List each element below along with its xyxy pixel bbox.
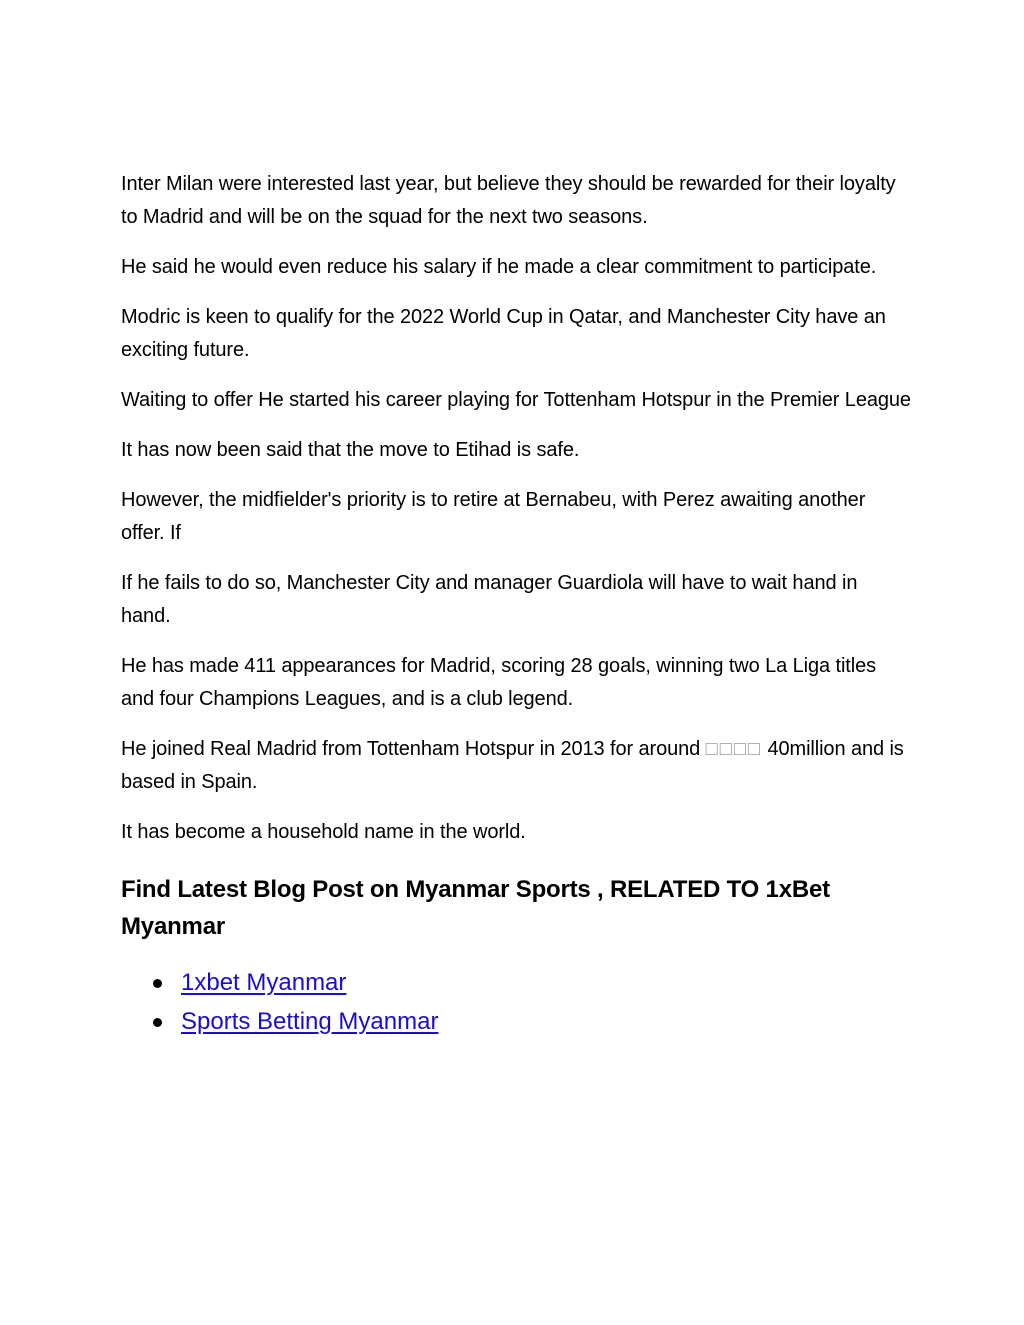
transfer-text-before: He joined Real Madrid from Tottenham Hotspur in 2013 for around: [121, 738, 706, 760]
document-page: [121, 168, 911, 1041]
article-paragraph-7: If he fails to do so, Manchester City and manager Guardiola will have to wait hand in hand.: [121, 572, 858, 627]
missing-glyph-boxes: □□□□: [705, 738, 762, 760]
article-paragraph-4: Waiting to offer He started his career playing for Tottenham Hotspur in the Premier League: [121, 389, 911, 411]
article-paragraph-1: Inter Milan were interested last year, but believe they should be rewarded for their loyalty to Madrid and will be on the squad for the next two seasons.: [121, 173, 896, 228]
related-link-item: [153, 963, 911, 1002]
transfer-paragraph: [121, 733, 911, 799]
article-paragraph-5: It has now been said that the move to Etihad is safe.: [121, 439, 580, 461]
article-paragraph-2: He said he would even reduce his salary if he made a clear commitment to participate.: [121, 256, 877, 278]
bullet-icon: [153, 979, 162, 988]
related-link-item: [153, 1002, 911, 1041]
closing-paragraph: It has become a household name in the world.: [121, 821, 526, 843]
related-heading: Find Latest Blog Post on Myanmar Sports , RELATED TO 1xBet Myanmar: [121, 876, 830, 940]
article-paragraph-6: However, the midfielder's priority is to retire at Bernabeu, with Perez awaiting another offer. If: [121, 489, 866, 544]
article-paragraph-8: He has made 411 appearances for Madrid, scoring 28 goals, winning two La Liga titles and four Champions Leagues, and is a club legend.: [121, 655, 877, 710]
related-links-list: [121, 963, 911, 1041]
link-1xbet-myanmar[interactable]: 1xbet Myanmar: [181, 969, 347, 996]
link-sports-betting-myanmar[interactable]: Sports Betting Myanmar: [181, 1008, 439, 1035]
bullet-icon: [153, 1018, 162, 1027]
transfer-text-after: 40million and is based in Spain.: [121, 738, 904, 793]
article-paragraph-3: Modric is keen to qualify for the 2022 World Cup in Qatar, and Manchester City have an exciting future.: [121, 306, 886, 361]
